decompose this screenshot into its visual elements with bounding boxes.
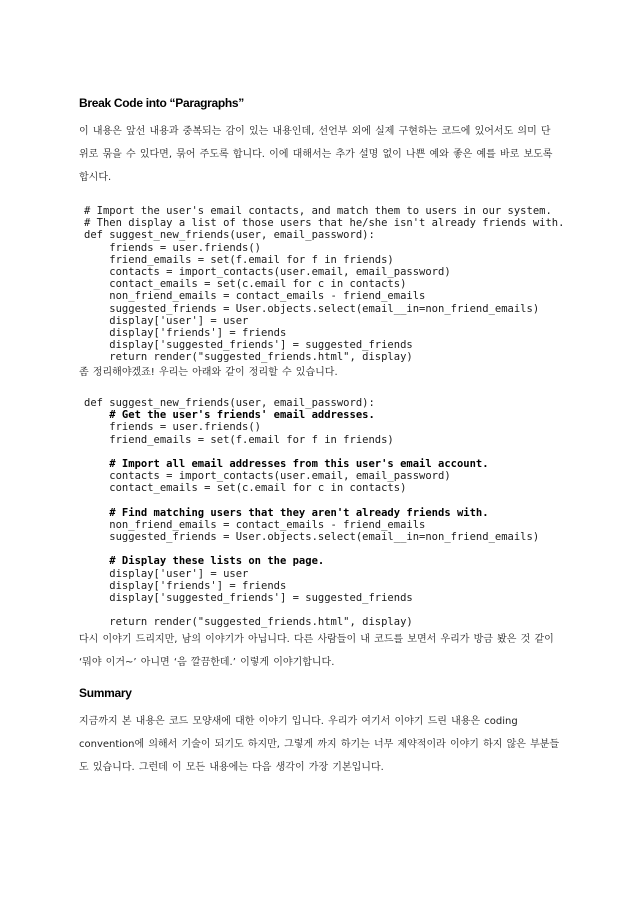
paragraph-line: 합시다. — [79, 172, 112, 183]
code-line: # Import the user's email contacts, and match them to users in our system. — [84, 205, 552, 217]
code-line: non_friend_emails = contact_emails - friend_emails — [84, 290, 426, 303]
paragraph-line: 이 내용은 앞선 내용과 중복되는 감이 있는 내용인데, 선언부 외에 실제 구현하는 코드에 있어서도 의미 단 — [79, 126, 551, 137]
section-heading-summary: Summary — [79, 686, 132, 700]
code-line: display['friends'] = friends — [84, 326, 287, 339]
code-line: friends = user.friends() — [84, 421, 262, 434]
code-line: display['friends'] = friends — [84, 579, 287, 592]
code-comment-line: # Get the user's friends' email addresses. — [84, 409, 375, 422]
paragraph-line: convention에 의해서 기술이 되기도 하지만, 그렇게 까지 하기는 너무 제약적이라 이야기 하지 않은 부분들 — [79, 739, 560, 750]
code-line: display['suggested_friends'] = suggested_friends — [84, 592, 413, 604]
code-block-before — [84, 205, 564, 363]
code-line: non_friend_emails = contact_emails - friend_emails — [84, 518, 426, 531]
code-line: display['user'] = user — [84, 567, 249, 580]
code-line: friend_emails = set(f.email for f in friends) — [84, 433, 394, 446]
code-comment-line: # Find matching users that they aren't already friends with. — [84, 506, 489, 519]
code-line: friend_emails = set(f.email for f in friends) — [84, 253, 394, 266]
code-line: return render("suggested_friends.html", display) — [84, 351, 413, 364]
paragraph-line: 좀 정리해야겠죠! 우리는 아래와 같이 정리할 수 있습니다. — [79, 367, 338, 378]
code-line: contacts = import_contacts(user.email, email_password) — [84, 265, 451, 278]
after-code-paragraph — [79, 628, 561, 674]
transition-paragraph — [79, 361, 561, 384]
paragraph-line: 도 있습니다. 그런데 이 모든 내용에는 다음 생각이 가장 기본입니다. — [79, 762, 384, 773]
code-line — [84, 446, 539, 458]
paragraph-line: 지금까지 본 내용은 코드 모양새에 대한 이야기 입니다. 우리가 여기서 이야기 드린 내용은 coding — [79, 716, 518, 727]
code-line: display['user'] = user — [84, 314, 249, 327]
code-line: def suggest_new_friends(user, email_password): — [84, 229, 375, 242]
code-line: suggested_friends = User.objects.select(email__in=non_friend_emails) — [84, 531, 540, 544]
code-line: contacts = import_contacts(user.email, email_password) — [84, 470, 451, 483]
paragraph-line: ‘뭐야 이거~’ 아니면 ‘음 깔끔한데.’ 이렇게 이야기합니다. — [79, 657, 335, 668]
code-line: contact_emails = set(c.email for c in contacts) — [84, 482, 407, 495]
code-comment-line: # Import all email addresses from this user's email account. — [84, 457, 489, 470]
code-line: def suggest_new_friends(user, email_password): — [84, 397, 375, 409]
code-line: display['suggested_friends'] = suggested_friends — [84, 339, 413, 352]
code-line: contact_emails = set(c.email for c in contacts) — [84, 278, 407, 291]
code-line — [84, 495, 539, 507]
code-line: # Then display a list of those users that he/she isn't already friends with. — [84, 217, 565, 230]
paragraph-line: 위로 묶을 수 있다면, 묶어 주도록 합니다. 이에 대해서는 추가 설명 없이 나쁜 예와 좋은 예를 바로 보도록 — [79, 149, 553, 160]
code-line — [84, 604, 539, 616]
summary-paragraph — [79, 710, 561, 779]
code-block-after — [84, 397, 539, 629]
code-line: friends = user.friends() — [84, 241, 262, 254]
code-comment-line: # Display these lists on the page. — [84, 555, 325, 568]
section-heading-break-code: Break Code into “Paragraphs” — [79, 96, 244, 110]
code-line — [84, 543, 539, 555]
code-line: suggested_friends = User.objects.select(email__in=non_friend_emails) — [84, 302, 540, 315]
paragraph-line: 다시 이야기 드리지만, 남의 이야기가 아닙니다. 다른 사람들이 내 코드를 보면서 우리가 방금 봤은 것 같이 — [79, 634, 554, 645]
intro-paragraph — [79, 120, 561, 189]
code-line: return render("suggested_friends.html", display) — [84, 616, 413, 629]
